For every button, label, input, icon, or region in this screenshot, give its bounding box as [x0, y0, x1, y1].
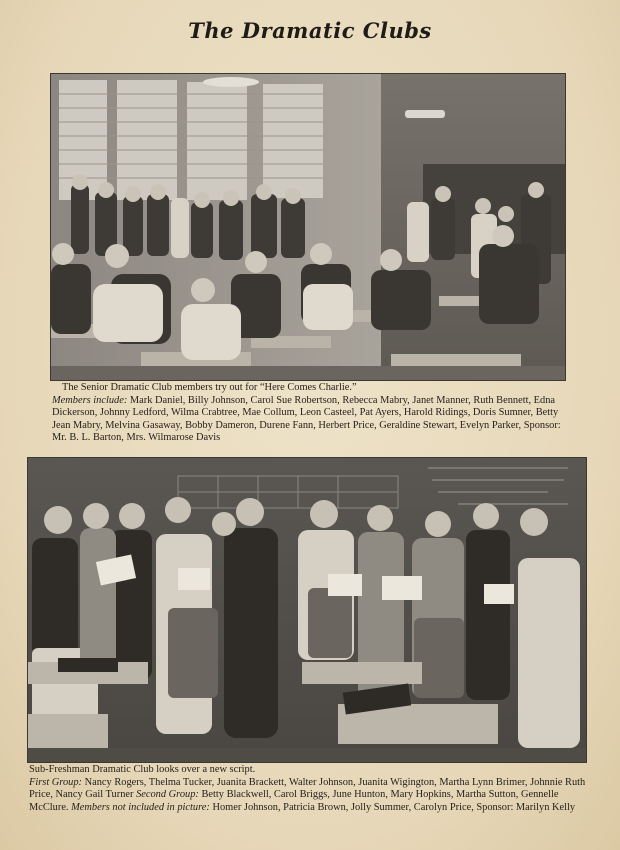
first-group-list: Nancy Rogers, Thelma Tucker, Juanita Brackett, Walter Johnson, Juanita Wigington, Martha Lynn Brimer, Johnnie Ruth Price, Nancy Gail Turner [29, 776, 586, 801]
subfreshman-club-photo-image [28, 458, 586, 762]
senior-members-label: Members include: [52, 394, 130, 406]
subfreshman-club-photo [28, 458, 586, 762]
subfreshman-caption-lead: Sub-Freshman Dramatic Club looks over a new script. [29, 764, 256, 775]
senior-club-caption [52, 382, 572, 445]
first-group-label: First Group: [29, 776, 85, 788]
not-included-list: Homer Johnson, Patricia Brown, Jolly Summer, Carolyn Price, Sponsor: Marilyn Kelly [212, 801, 576, 813]
page-title: The Dramatic Clubs [188, 18, 432, 43]
second-group-label: Second Group: [136, 789, 202, 801]
second-group-list: Betty Blackwell, Carol Briggs, June Hunton, Mary Hopkins, Martha Sutton, Gennelle McClure. [29, 789, 559, 813]
senior-caption-lead: The Senior Dramatic Club members try out for “Here Comes Charlie.” [62, 382, 357, 393]
senior-club-photo-image [51, 74, 565, 380]
senior-members-list: Mark Daniel, Billy Johnson, Carol Sue Robertson, Rebecca Mabry, Janet Manner, Ruth Bennett, Edna Dickerson, Johnny Ledford, Wilma Crabtree, Mae Collum, Leon Casteel, Pat Ayers, Harold Ridings, Doris Sumner, Betty Jean Mabry, Melvina Gasaway, Bobby Dameron, Durene Fann, Herbert Price, Geraldine Stewart, Evelyn Parker, Sponsor: Mr. B. L. Barton, Mrs. Wilmarose Davis [52, 394, 561, 444]
subfreshman-club-caption [29, 764, 589, 814]
senior-club-photo [51, 74, 565, 380]
not-included-label: Members not included in picture: [71, 801, 213, 813]
